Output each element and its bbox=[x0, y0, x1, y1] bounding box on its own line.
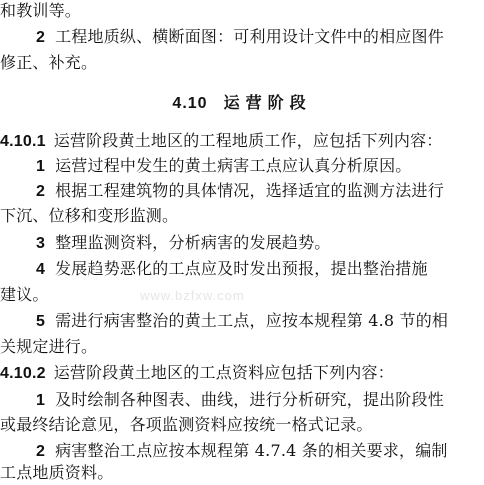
list-item bbox=[36, 258, 428, 281]
text-line: 或最终结论意见，各项监测资料应按统一格式记录。 bbox=[0, 415, 373, 434]
text-line: 和教训等。 bbox=[0, 1, 82, 20]
text-line: 关规定进行。 bbox=[0, 337, 98, 356]
list-item bbox=[36, 440, 448, 463]
section-heading bbox=[0, 92, 484, 115]
clause-number: 4.10.2 bbox=[0, 365, 46, 382]
list-item bbox=[36, 180, 444, 203]
item-number: 2 bbox=[36, 443, 46, 460]
clause-number: 4.10.1 bbox=[0, 133, 46, 150]
item-number: 2 bbox=[36, 183, 46, 200]
item-text: 需进行病害整治的黄土工点，应按本规程第 4.8 节的相 bbox=[55, 311, 449, 330]
list-item bbox=[36, 232, 331, 255]
item-number: 1 bbox=[36, 392, 46, 409]
item-text: 病害整治工点应按本规程第 4.7.4 条的相关要求，编制 bbox=[55, 441, 448, 460]
item-number: 4 bbox=[36, 261, 46, 278]
clause bbox=[0, 130, 443, 153]
section-title: 运营阶段 bbox=[223, 93, 312, 112]
item-text: 运营过程中发生的黄土病害工点应认真分析原因。 bbox=[55, 156, 412, 175]
section-number: 4.10 bbox=[172, 95, 208, 112]
item-text: 根据工程建筑物的具体情况，选择适宜的监测方法进行 bbox=[55, 181, 444, 200]
list-item bbox=[36, 26, 444, 49]
item-number: 1 bbox=[36, 158, 46, 175]
text-line: 建议。 bbox=[0, 285, 49, 304]
watermark: www.bzfxw.com bbox=[140, 288, 245, 303]
text-line: 工点地质资料。 bbox=[0, 463, 114, 482]
item-text: 及时绘制各种图表、曲线，进行分析研究，提出阶段性 bbox=[55, 390, 444, 409]
list-item bbox=[36, 389, 444, 412]
text-line: 下沉、位移和变形监测。 bbox=[0, 206, 179, 225]
list-item bbox=[36, 310, 448, 333]
text-line: 修正、补充。 bbox=[0, 53, 98, 72]
item-text: 整理监测资料，分析病害的发展趋势。 bbox=[55, 233, 331, 252]
item-text: 发展趋势恶化的工点应及时发出预报，提出整治措施 bbox=[55, 259, 428, 278]
clause-text: 运营阶段黄土地区的工程地质工作，应包括下列内容： bbox=[53, 131, 443, 150]
clause bbox=[0, 362, 394, 385]
item-number: 3 bbox=[36, 235, 46, 252]
clause-text: 运营阶段黄土地区的工点资料应包括下列内容： bbox=[53, 363, 394, 382]
item-number: 2 bbox=[36, 29, 46, 46]
list-item bbox=[36, 155, 412, 178]
item-number: 5 bbox=[36, 313, 46, 330]
item-text: 工程地质纵、横断面图：可利用设计文件中的相应图件 bbox=[55, 27, 444, 46]
